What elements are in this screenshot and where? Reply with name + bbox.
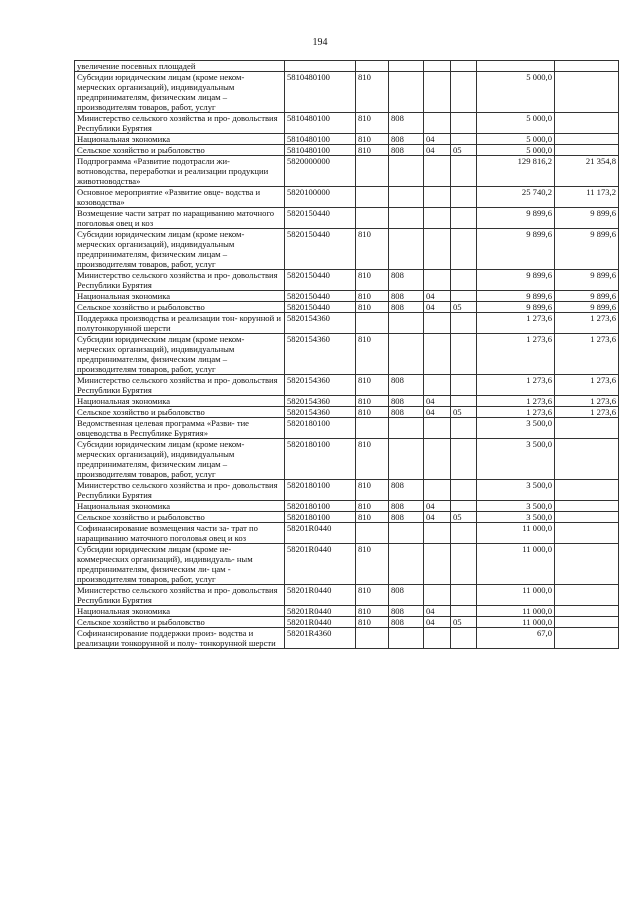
sum-2018-cell: 67,0 [477,628,555,649]
table-row [75,229,619,270]
grbs-cell: 810 [356,229,389,270]
vr-cell [389,523,424,544]
page-number: 194 [312,37,328,48]
sum-federal-cell [555,585,619,606]
rz-cell: 04 [424,617,451,628]
grbs-cell [356,523,389,544]
sum-federal-cell [555,512,619,523]
vr-cell: 808 [389,501,424,512]
grbs-cell: 810 [356,585,389,606]
pr-cell [451,501,477,512]
sum-2018-cell: 3 500,0 [477,501,555,512]
pr-cell [451,229,477,270]
rz-cell [424,439,451,480]
sum-federal-cell [555,61,619,72]
vr-cell: 808 [389,585,424,606]
rz-cell [424,187,451,208]
row-name-cell: Национальная экономика [75,606,285,617]
table-row [75,61,619,72]
vr-cell [389,156,424,187]
rz-cell [424,229,451,270]
vr-cell [389,313,424,334]
csr-code-cell: 58201R0440 [285,585,356,606]
rz-cell [424,270,451,291]
pr-cell: 05 [451,302,477,313]
grbs-cell: 810 [356,480,389,501]
sum-federal-cell: 1 273,6 [555,407,619,418]
sum-2018-cell: 25 740,2 [477,187,555,208]
table-row [75,145,619,156]
rz-cell [424,208,451,229]
sum-federal-cell [555,501,619,512]
vr-cell [389,61,424,72]
vr-cell [389,439,424,480]
row-name-cell: Субсидии юридическим лицам (кроме неком- мерческих организаций), индивидуальным предпринимателям, физическим лицам – производителям товаров, работ, услуг [75,439,285,480]
rz-cell: 04 [424,407,451,418]
pr-cell [451,72,477,113]
budget-table [74,60,619,649]
sum-2018-cell: 11 000,0 [477,606,555,617]
sum-2018-cell: 1 273,6 [477,313,555,334]
sum-federal-cell: 9 899,6 [555,270,619,291]
row-name-cell: Основное мероприятие «Развитие овце- водства и козоводства» [75,187,285,208]
grbs-cell [356,208,389,229]
pr-cell [451,544,477,585]
csr-code-cell: 5820154360 [285,334,356,375]
grbs-cell: 810 [356,334,389,375]
sum-2018-cell: 11 000,0 [477,617,555,628]
sum-federal-cell [555,544,619,585]
row-name-cell: Министерство сельского хозяйства и про- довольствия Республики Бурятия [75,270,285,291]
sum-2018-cell: 9 899,6 [477,229,555,270]
sum-2018-cell [477,61,555,72]
rz-cell [424,313,451,334]
rz-cell: 04 [424,134,451,145]
grbs-cell [356,61,389,72]
rz-cell [424,72,451,113]
sum-2018-cell: 3 500,0 [477,439,555,480]
vr-cell: 808 [389,375,424,396]
table-row [75,606,619,617]
table-row [75,512,619,523]
row-name-cell: Субсидии юридическим лицам (кроме не- коммерческих организаций), индивидуаль- ным предпринимателям, физическим ли- цам - производителям товаров, работ, услуг [75,544,285,585]
sum-2018-cell: 3 500,0 [477,512,555,523]
vr-cell [389,628,424,649]
rz-cell [424,585,451,606]
csr-code-cell: 5820180100 [285,418,356,439]
csr-code-cell: 58201R0440 [285,617,356,628]
vr-cell: 808 [389,113,424,134]
csr-code-cell: 5820180100 [285,480,356,501]
sum-2018-cell: 9 899,6 [477,270,555,291]
table-row [75,291,619,302]
sum-2018-cell: 3 500,0 [477,418,555,439]
csr-code-cell: 5820180100 [285,501,356,512]
sum-federal-cell [555,606,619,617]
sum-2018-cell: 11 000,0 [477,585,555,606]
table-row [75,113,619,134]
grbs-cell: 810 [356,113,389,134]
csr-code-cell: 5820150440 [285,302,356,313]
table-body [75,61,619,649]
vr-cell: 808 [389,606,424,617]
grbs-cell: 810 [356,72,389,113]
sum-2018-cell: 9 899,6 [477,302,555,313]
pr-cell: 05 [451,617,477,628]
csr-code-cell: 5820154360 [285,313,356,334]
table-row [75,544,619,585]
sum-federal-cell [555,134,619,145]
rz-cell: 04 [424,291,451,302]
pr-cell [451,291,477,302]
csr-code-cell: 5810480100 [285,145,356,156]
rz-cell [424,156,451,187]
csr-code-cell: 5820150440 [285,229,356,270]
table-row [75,501,619,512]
csr-code-cell: 5820150440 [285,291,356,302]
csr-code-cell: 58201R0440 [285,606,356,617]
grbs-cell [356,187,389,208]
grbs-cell [356,156,389,187]
grbs-cell: 810 [356,291,389,302]
grbs-cell: 810 [356,407,389,418]
row-name-cell: Поддержка производства и реализации тон- корунной и полутонкорунной шерсти [75,313,285,334]
row-name-cell: Софинансирование возмещения части за- трат по наращиванию маточного поголовья овец и коз [75,523,285,544]
rz-cell: 04 [424,145,451,156]
vr-cell [389,418,424,439]
table-row [75,72,619,113]
row-name-cell: Субсидии юридическим лицам (кроме неком- мерческих организаций), индивидуальным предпринимателям, физическим лицам – производителям товаров, работ, услуг [75,72,285,113]
table-row [75,302,619,313]
pr-cell [451,375,477,396]
pr-cell [451,585,477,606]
pr-cell [451,439,477,480]
pr-cell [451,313,477,334]
sum-2018-cell: 11 000,0 [477,544,555,585]
pr-cell [451,606,477,617]
pr-cell [451,628,477,649]
sum-2018-cell: 9 899,6 [477,208,555,229]
vr-cell: 808 [389,512,424,523]
row-name-cell: Субсидии юридическим лицам (кроме неком- мерческих организаций), индивидуальным предпринимателям, физическим лицам – производителям товаров, работ, услуг [75,334,285,375]
sum-federal-cell: 9 899,6 [555,208,619,229]
csr-code-cell: 5820154360 [285,375,356,396]
sum-federal-cell [555,113,619,134]
sum-federal-cell: 21 354,8 [555,156,619,187]
sum-federal-cell: 9 899,6 [555,229,619,270]
vr-cell [389,72,424,113]
sum-2018-cell: 5 000,0 [477,113,555,134]
grbs-cell: 810 [356,396,389,407]
sum-federal-cell [555,523,619,544]
grbs-cell: 810 [356,617,389,628]
vr-cell: 808 [389,396,424,407]
rz-cell [424,523,451,544]
rz-cell [424,418,451,439]
csr-code-cell: 58201R4360 [285,628,356,649]
csr-code-cell [285,61,356,72]
vr-cell [389,544,424,585]
sum-2018-cell: 1 273,6 [477,407,555,418]
row-name-cell: Софинансирование поддержки произ- водства и реализации тонкорунной и полу- тонкорунной шерсти [75,628,285,649]
row-name-cell: увеличение посевных площадей [75,61,285,72]
vr-cell: 808 [389,407,424,418]
sum-2018-cell: 1 273,6 [477,334,555,375]
table-row [75,480,619,501]
pr-cell: 05 [451,145,477,156]
csr-code-cell: 58201R0440 [285,544,356,585]
table-row [75,334,619,375]
csr-code-cell: 5820180100 [285,512,356,523]
row-name-cell: Министерство сельского хозяйства и про- довольствия Республики Бурятия [75,113,285,134]
grbs-cell: 810 [356,375,389,396]
sum-federal-cell [555,628,619,649]
row-name-cell: Министерство сельского хозяйства и про- довольствия Республики Бурятия [75,585,285,606]
row-name-cell: Ведомственная целевая программа «Разви- тие овцеводства в Республике Бурятия» [75,418,285,439]
rz-cell [424,61,451,72]
vr-cell: 808 [389,270,424,291]
sum-federal-cell [555,439,619,480]
sum-2018-cell: 5 000,0 [477,72,555,113]
row-name-cell: Национальная экономика [75,396,285,407]
table-row [75,396,619,407]
rz-cell: 04 [424,501,451,512]
row-name-cell: Сельское хозяйство и рыболовство [75,302,285,313]
vr-cell: 808 [389,480,424,501]
csr-code-cell: 5810480100 [285,134,356,145]
grbs-cell: 810 [356,145,389,156]
sum-2018-cell: 9 899,6 [477,291,555,302]
table-row [75,156,619,187]
sum-federal-cell [555,72,619,113]
table-row [75,187,619,208]
sum-federal-cell: 1 273,6 [555,375,619,396]
rz-cell [424,628,451,649]
rz-cell [424,544,451,585]
table-row [75,418,619,439]
rz-cell: 04 [424,512,451,523]
table-row [75,628,619,649]
pr-cell [451,208,477,229]
csr-code-cell: 5820150440 [285,208,356,229]
row-name-cell: Подпрограмма «Развитие подотрасли жи- вотноводства, переработки и реализации продукции животноводства» [75,156,285,187]
sum-2018-cell: 1 273,6 [477,375,555,396]
sum-federal-cell [555,480,619,501]
row-name-cell: Национальная экономика [75,501,285,512]
csr-code-cell: 5820000000 [285,156,356,187]
table-row [75,313,619,334]
rz-cell [424,480,451,501]
csr-code-cell: 5810480100 [285,113,356,134]
table-row [75,585,619,606]
pr-cell [451,523,477,544]
sum-federal-cell: 9 899,6 [555,302,619,313]
row-name-cell: Сельское хозяйство и рыболовство [75,407,285,418]
row-name-cell: Национальная экономика [75,134,285,145]
pr-cell: 05 [451,512,477,523]
row-name-cell: Сельское хозяйство и рыболовство [75,512,285,523]
sum-2018-cell: 5 000,0 [477,145,555,156]
pr-cell [451,334,477,375]
csr-code-cell: 5810480100 [285,72,356,113]
table-row [75,375,619,396]
grbs-cell: 810 [356,606,389,617]
sum-federal-cell [555,418,619,439]
csr-code-cell: 5820154360 [285,396,356,407]
pr-cell [451,156,477,187]
grbs-cell: 810 [356,501,389,512]
table-row [75,134,619,145]
vr-cell [389,334,424,375]
csr-code-cell: 5820154360 [285,407,356,418]
pr-cell [451,134,477,145]
grbs-cell: 810 [356,270,389,291]
table-row [75,270,619,291]
pr-cell [451,270,477,291]
vr-cell [389,229,424,270]
table-row [75,407,619,418]
csr-code-cell: 58201R0440 [285,523,356,544]
sum-federal-cell: 1 273,6 [555,396,619,407]
vr-cell [389,208,424,229]
grbs-cell: 810 [356,439,389,480]
sum-federal-cell: 11 173,2 [555,187,619,208]
grbs-cell [356,313,389,334]
sum-2018-cell: 5 000,0 [477,134,555,145]
row-name-cell: Министерство сельского хозяйства и про- довольствия Республики Бурятия [75,480,285,501]
csr-code-cell: 5820100000 [285,187,356,208]
sum-federal-cell [555,145,619,156]
rz-cell [424,334,451,375]
rz-cell: 04 [424,302,451,313]
row-name-cell: Национальная экономика [75,291,285,302]
vr-cell: 808 [389,145,424,156]
row-name-cell: Возмещение части затрат по наращиванию маточного поголовья овец и коз [75,208,285,229]
sum-2018-cell: 1 273,6 [477,396,555,407]
sum-2018-cell: 11 000,0 [477,523,555,544]
pr-cell [451,418,477,439]
csr-code-cell: 5820180100 [285,439,356,480]
grbs-cell: 810 [356,302,389,313]
rz-cell [424,375,451,396]
sum-federal-cell [555,617,619,628]
sum-2018-cell: 3 500,0 [477,480,555,501]
table-row [75,208,619,229]
vr-cell: 808 [389,302,424,313]
pr-cell: 05 [451,407,477,418]
grbs-cell: 810 [356,544,389,585]
pr-cell [451,61,477,72]
grbs-cell [356,628,389,649]
rz-cell: 04 [424,396,451,407]
csr-code-cell: 5820150440 [285,270,356,291]
vr-cell [389,187,424,208]
sum-federal-cell: 1 273,6 [555,334,619,375]
vr-cell: 808 [389,134,424,145]
table-row [75,617,619,628]
pr-cell [451,480,477,501]
grbs-cell: 810 [356,134,389,145]
sum-federal-cell: 9 899,6 [555,291,619,302]
vr-cell: 808 [389,291,424,302]
sum-2018-cell: 129 816,2 [477,156,555,187]
pr-cell [451,113,477,134]
table-row [75,439,619,480]
table-row [75,523,619,544]
pr-cell [451,396,477,407]
grbs-cell [356,418,389,439]
pr-cell [451,187,477,208]
row-name-cell: Сельское хозяйство и рыболовство [75,145,285,156]
sum-federal-cell: 1 273,6 [555,313,619,334]
row-name-cell: Министерство сельского хозяйства и про- довольствия Республики Бурятия [75,375,285,396]
rz-cell: 04 [424,606,451,617]
row-name-cell: Сельское хозяйство и рыболовство [75,617,285,628]
grbs-cell: 810 [356,512,389,523]
rz-cell [424,113,451,134]
row-name-cell: Субсидии юридическим лицам (кроме неком- мерческих организаций), индивидуальным предпринимателям, физическим лицам – производителям товаров, работ, услуг [75,229,285,270]
vr-cell: 808 [389,617,424,628]
